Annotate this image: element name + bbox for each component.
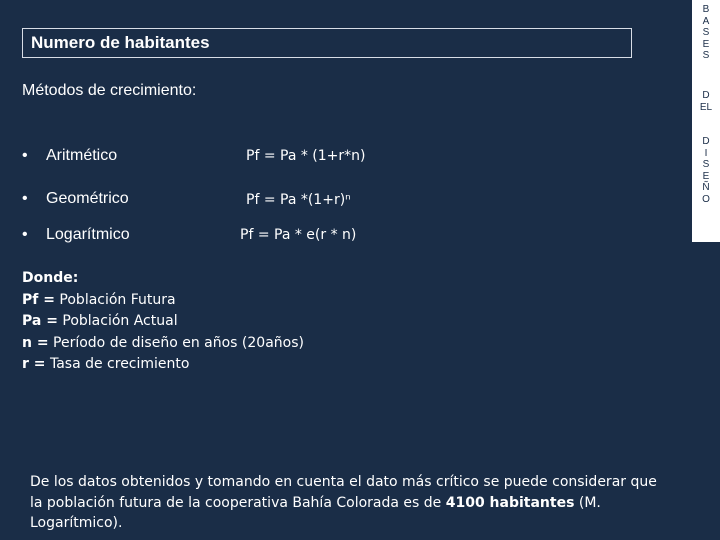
conclusion-text-end: (M. Logarítmico). xyxy=(30,494,601,531)
side-word-del xyxy=(692,90,720,113)
conclusion-text: De los datos obtenidos y tomando en cuenta el dato más crítico se puede considerar que la población futura de la cooperativa Bahía Colorada es de xyxy=(30,474,657,511)
side-letter: I xyxy=(704,147,708,159)
formula-aritmetico: Pf = Pa * (1+r*n) xyxy=(246,148,366,164)
bullet: • xyxy=(22,226,28,243)
method-name: Logarítmico xyxy=(46,226,130,243)
definition-line xyxy=(22,354,304,376)
side-letter: S xyxy=(702,27,710,38)
definition-line xyxy=(22,290,304,312)
method-name: Aritmético xyxy=(46,147,118,164)
side-letter: O xyxy=(702,193,710,205)
conclusion-highlight: 4100 habitantes xyxy=(445,494,575,511)
definition-text: Población Futura xyxy=(54,291,176,308)
side-letter: A xyxy=(702,15,710,27)
definitions-heading: Donde: xyxy=(22,270,79,286)
side-letter: D xyxy=(702,90,710,101)
definition-text: Población Actual xyxy=(57,313,178,329)
definition-text: Tasa de crecimiento xyxy=(45,356,190,372)
formula-logaritmico: Pf = Pa * e(r * n) xyxy=(240,227,357,243)
section-subtitle: Métodos de crecimiento: xyxy=(22,82,197,99)
side-letter: D xyxy=(702,136,710,147)
definition-key: r = xyxy=(22,356,46,372)
side-letter: B xyxy=(702,4,710,15)
definitions-block xyxy=(22,268,304,376)
title-box xyxy=(22,28,632,58)
definition-key: Pf = xyxy=(22,291,55,308)
bullet: • xyxy=(22,147,28,164)
definition-key: Pa = xyxy=(22,313,58,329)
definition-line xyxy=(22,333,304,355)
side-word-diseno xyxy=(692,136,720,205)
side-letter: S xyxy=(702,159,710,170)
formula-geometrico: Pf = Pa *(1+r)ⁿ xyxy=(246,192,351,208)
side-letter: E xyxy=(702,38,710,50)
side-banner xyxy=(692,0,720,242)
side-letter: EL xyxy=(699,101,713,113)
page-title: Numero de habitantes xyxy=(31,33,210,52)
side-letter: E xyxy=(702,170,710,182)
side-letter: S xyxy=(702,50,710,61)
method-name: Geométrico xyxy=(46,190,129,207)
bullet: • xyxy=(22,190,28,207)
definition-key: n = xyxy=(22,334,49,351)
definition-line xyxy=(22,311,304,333)
side-word-bases xyxy=(692,4,720,62)
definition-text: Período de diseño en años (20años) xyxy=(48,334,304,351)
conclusion-paragraph xyxy=(30,472,670,534)
side-letter: Ñ xyxy=(702,182,710,193)
